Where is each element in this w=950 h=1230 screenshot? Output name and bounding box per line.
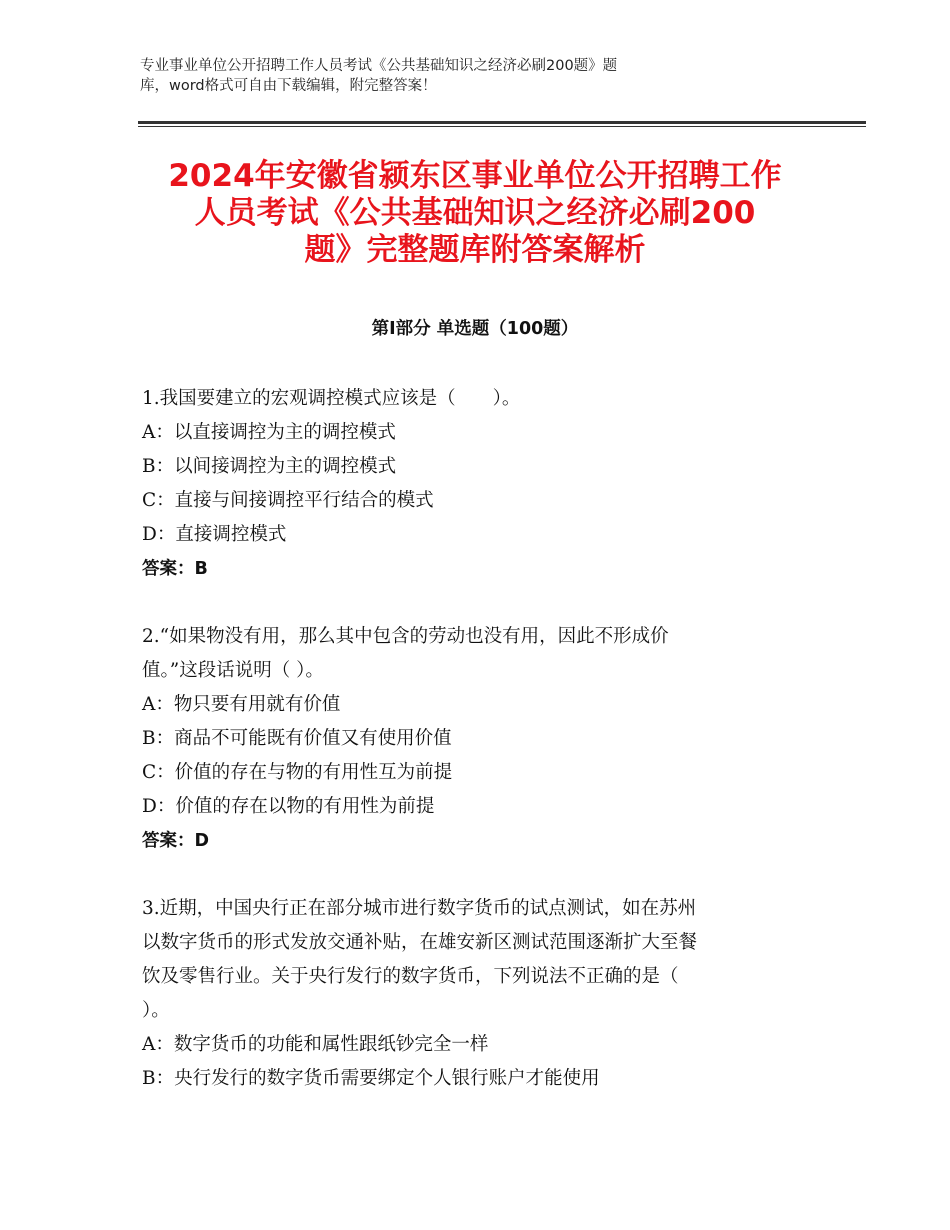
option-a: A：以直接调控为主的调控模式 — [142, 422, 396, 443]
answer: 答案：B — [142, 559, 208, 579]
document-title — [120, 158, 830, 269]
option-b: B：央行发行的数字货币需要绑定个人银行账户才能使用 — [142, 1068, 600, 1089]
option-d: D：直接调控模式 — [142, 524, 287, 545]
question-stem: 以数字货币的形式发放交通补贴，在雄安新区测试范围逐渐扩大至餐 — [142, 932, 698, 953]
title-line: 2024年安徽省颍东区事业单位公开招聘工作 — [168, 158, 782, 194]
question-stem: 饮及零售行业。关于央行发行的数字货币，下列说法不正确的是（ — [142, 966, 679, 987]
question-stem: ）。 — [142, 1000, 170, 1021]
question-stem: 3.近期，中国央行正在部分城市进行数字货币的试点测试，如在苏州 — [142, 898, 697, 919]
title-line: 题》完整题库附答案解析 — [304, 232, 646, 268]
question-stem: 值。”这段话说明（ ）。 — [142, 660, 324, 681]
question-2 — [142, 620, 822, 858]
answer: 答案：D — [142, 831, 210, 851]
option-a: A：数字货币的功能和属性跟纸钞完全一样 — [142, 1034, 489, 1055]
question-stem: 1.我国要建立的宏观调控模式应该是（ ）。 — [142, 388, 521, 409]
question-list — [142, 382, 822, 1096]
option-d: D：价值的存在以物的有用性为前提 — [142, 796, 435, 817]
header-rule-thin — [138, 126, 866, 127]
question-3 — [142, 892, 822, 1096]
option-b: B：以间接调控为主的调控模式 — [142, 456, 397, 477]
option-a: A：物只要有用就有价值 — [142, 694, 341, 715]
option-c: C：直接与间接调控平行结合的模式 — [142, 490, 434, 511]
question-1 — [142, 382, 822, 586]
spacer — [142, 858, 822, 892]
header-note — [140, 56, 820, 96]
option-b: B：商品不可能既有价值又有使用价值 — [142, 728, 452, 749]
header-rule — [138, 121, 866, 124]
header-note-line: 库，word格式可自由下载编辑，附完整答案！ — [140, 78, 437, 94]
section-heading: 第Ⅰ部分 单选题（100题） — [371, 319, 579, 339]
header-note-line: 专业事业单位公开招聘工作人员考试《公共基础知识之经济必刷200题》题 — [140, 58, 618, 74]
title-line: 人员考试《公共基础知识之经济必刷200 — [194, 195, 756, 231]
spacer — [142, 586, 822, 620]
option-c: C：价值的存在与物的有用性互为前提 — [142, 762, 453, 783]
question-stem: 2.“如果物没有用，那么其中包含的劳动也没有用，因此不形成价 — [142, 626, 669, 647]
